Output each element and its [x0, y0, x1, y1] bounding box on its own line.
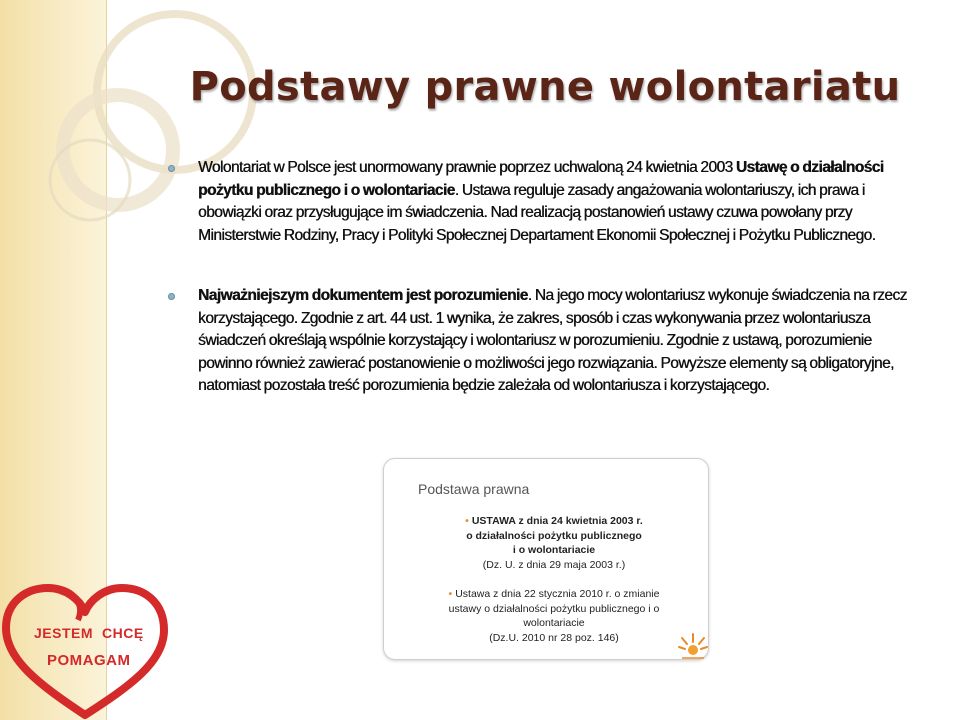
- logo-word-pomagam: POMAGAM: [47, 652, 131, 669]
- card-amendment-reference: (Dz.U. 2010 nr 28 poz. 146): [489, 631, 619, 644]
- slide-title: Podstawy prawne wolontariatu: [189, 64, 901, 110]
- card-amendment-line-3: wolontariacie: [523, 617, 585, 629]
- bullet2-heading: Najważniejszym dokumentem jest porozumienie: [198, 287, 528, 304]
- card-item-act-2010: [424, 587, 684, 645]
- bullet-dot-icon: [168, 165, 175, 172]
- card-act-title-1: o działalności pożytku publicznego: [466, 529, 642, 542]
- bullet2-text: . Na jego mocy wolontariusz wykonuje świadczenia na rzecz korzystającego. Zgodnie z art. 44 ust. 1 wynika, że zakres, sposób i czas wykonywania przez wolontariusza świadczeń określają wspólnie korzystający i wolontariusz w porozumieniu. Zgodnie z ustawą, porozumienie powinno również zawierać postanowienie o możliwości jego rozwiązania. Powyższe elementy są obligatoryjne, natomiast pozostała treść porozumienia będzie zależała od wolontariusza i korzystającego.: [198, 287, 907, 394]
- card-item-act-2003: [424, 514, 684, 572]
- card-act-label: USTAWA: [471, 515, 516, 527]
- card-act-reference: (Dz. U. z dnia 29 maja 2003 r.): [482, 558, 626, 571]
- legal-basis-card: [383, 458, 709, 660]
- sun-logo-icon: [676, 630, 710, 662]
- card-amendment-line-1: Ustawa z dnia 22 stycznia 2010 r. o zmianie: [455, 588, 660, 600]
- bullet1-text: Wolontariat w Polsce jest unormowany prawnie poprzez uchwaloną 24 kwietnia 2003: [198, 159, 736, 176]
- heart-logo-icon: [0, 580, 170, 720]
- bullet1-text-rest: . Ustawa reguluje zasady angażowania wolontariuszy, ich prawa i obowiązki oraz przysługujące im świadczenia. Nad realizacją postanowień ustawy czuwa powołany przy Ministerstwie Rodziny, Pracy i Polityki Społecznej Departament Ekonomii Społecznej i Pożytku Publicznego.: [198, 181, 876, 244]
- bullet-dot-icon: [168, 293, 175, 300]
- card-amendment-line-2: ustawy o działalności pożytku publicznego i o: [448, 602, 660, 615]
- card-bullet-icon: •: [448, 588, 453, 600]
- logo-word-chce: CHCĘ: [102, 625, 144, 641]
- bullet-item-agreement: [166, 285, 926, 398]
- card-act-date: z dnia 24 kwietnia 2003 r.: [515, 515, 643, 527]
- card-title: Podstawa prawna: [418, 481, 530, 497]
- card-act-title-2: i o wolontariacie: [512, 544, 596, 556]
- bullet-item-legal-basis: [166, 157, 926, 247]
- bullet1-law-name: Ustawę o działalności pożytku publicznego i o wolontariacie: [198, 159, 884, 199]
- card-bullet-icon: •: [465, 515, 469, 527]
- logo-word-jestem: JESTEM: [34, 625, 94, 641]
- bullet-list: [166, 157, 926, 398]
